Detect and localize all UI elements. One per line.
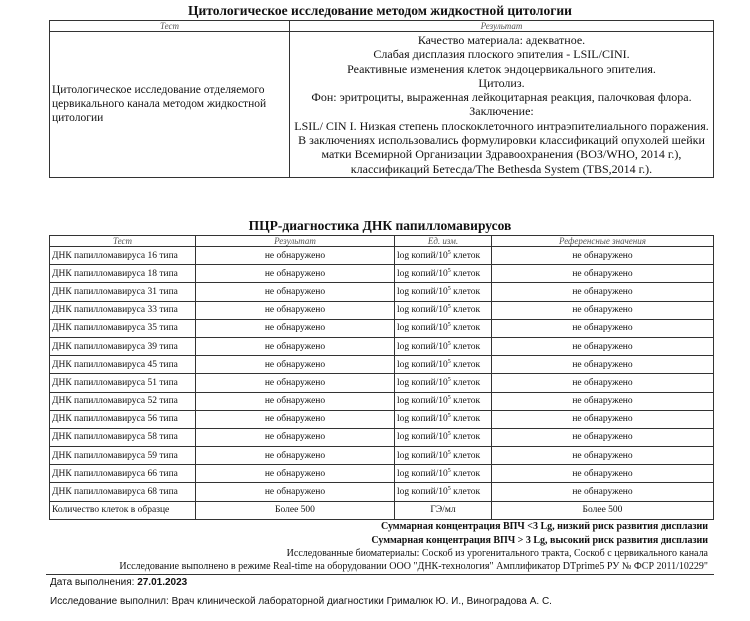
reference-cell: не обнаружено bbox=[492, 483, 714, 501]
unit-suffix: клеток bbox=[450, 286, 481, 297]
result-line: LSIL/ CIN I. Низкая степень плоскоклеточного интраэпителиального поражения. bbox=[294, 118, 709, 133]
result-cell: не обнаружено bbox=[196, 319, 395, 337]
reference-cell: не обнаружено bbox=[492, 283, 714, 301]
cytology-test-name: Цитологическое исследование отделяемого цервикального канала методом жидкостной цитологии bbox=[50, 32, 290, 178]
unit-prefix: log копий/10 bbox=[397, 414, 448, 425]
cytology-data-row bbox=[50, 32, 714, 178]
pcr-title: ПЦР-диагностика ДНК папилломавирусов bbox=[248, 218, 512, 233]
divider bbox=[46, 574, 714, 575]
unit-cell bbox=[395, 374, 492, 392]
col-header-result: Результат bbox=[290, 21, 714, 32]
col-header-unit: Ед. изм. bbox=[395, 236, 492, 247]
unit-exponent: 5 bbox=[447, 304, 451, 310]
reference-cell: не обнаружено bbox=[492, 465, 714, 483]
test-cell: ДНК папилломавируса 66 типа bbox=[50, 465, 196, 483]
cytology-table bbox=[49, 20, 714, 178]
result-cell: не обнаружено bbox=[196, 410, 395, 428]
result-line: В заключениях использовались формулировки классификаций опухолей шейки матки Всемирной Организации Здравоохранения (ВОЗ/WHO, 2014 г.), классификаций Бетесда/The Bethesda System (TBS,2014 г.). bbox=[298, 133, 705, 176]
unit-prefix: log копий/10 bbox=[397, 323, 448, 334]
col-header-result: Результат bbox=[196, 236, 395, 247]
unit-cell bbox=[395, 283, 492, 301]
unit-exponent: 5 bbox=[447, 376, 451, 383]
cytology-title: Цитологическое исследование методом жидкостной цитологии bbox=[188, 3, 572, 18]
performed-by: Исследование выполнил: Врач клинической лабораторной диагностики Грималюк Ю. И., Виноградова А. С. bbox=[50, 596, 552, 607]
test-cell: ДНК папилломавируса 56 типа bbox=[50, 410, 196, 428]
result-cell: не обнаружено bbox=[196, 483, 395, 501]
result-cell: не обнаружено bbox=[196, 301, 395, 319]
unit-suffix: клеток bbox=[450, 341, 481, 352]
unit-suffix: клеток bbox=[450, 305, 481, 316]
unit-exponent: 5 bbox=[447, 267, 451, 274]
reference-cell: Более 500 bbox=[492, 501, 714, 519]
table-row bbox=[50, 428, 714, 446]
table-row bbox=[50, 337, 714, 355]
reference-cell: не обнаружено bbox=[492, 356, 714, 374]
unit-suffix: клеток bbox=[450, 359, 481, 370]
result-line: Качество материала: адекватное. bbox=[417, 33, 586, 47]
col-header-test: Тест bbox=[50, 236, 196, 247]
unit-exponent: 5 bbox=[447, 431, 451, 438]
unit-suffix: клеток bbox=[450, 250, 481, 261]
reference-cell: не обнаружено bbox=[492, 319, 714, 337]
unit-exponent: 5 bbox=[447, 467, 451, 474]
unit-cell bbox=[395, 447, 492, 465]
test-cell: ДНК папилломавируса 68 типа bbox=[50, 483, 196, 501]
table-row bbox=[50, 356, 714, 374]
unit-prefix: log копий/10 bbox=[397, 268, 448, 279]
reference-cell: не обнаружено bbox=[492, 265, 714, 283]
unit-cell bbox=[395, 301, 492, 319]
table-row bbox=[50, 374, 714, 392]
unit-exponent: 5 bbox=[447, 285, 451, 292]
unit-prefix: log копий/10 bbox=[397, 286, 448, 297]
reference-cell: не обнаружено bbox=[492, 247, 714, 265]
test-cell: ДНК папилломавируса 39 типа bbox=[50, 337, 196, 355]
unit-exponent: 5 bbox=[447, 449, 451, 456]
unit-exponent: 5 bbox=[447, 485, 451, 492]
result-line: Цитолиз. bbox=[478, 75, 525, 90]
unit-prefix: log копий/10 bbox=[397, 396, 448, 407]
col-header-test: Тест bbox=[50, 21, 290, 32]
unit-prefix: log копий/10 bbox=[397, 487, 448, 498]
unit-prefix: log копий/10 bbox=[397, 250, 448, 261]
cytology-result bbox=[290, 32, 714, 178]
unit-cell bbox=[395, 465, 492, 483]
table-row bbox=[50, 410, 714, 428]
unit-suffix: клеток bbox=[450, 323, 481, 334]
unit-exponent: 5 bbox=[447, 358, 451, 365]
result-cell: не обнаружено bbox=[196, 428, 395, 446]
table-row bbox=[50, 483, 714, 501]
pcr-header-row bbox=[50, 236, 714, 247]
unit-suffix: клеток bbox=[450, 468, 481, 479]
test-cell: ДНК папилломавируса 16 типа bbox=[50, 247, 196, 265]
pcr-table bbox=[49, 235, 714, 520]
unit-prefix: log копий/10 bbox=[397, 377, 448, 388]
unit-cell bbox=[395, 356, 492, 374]
result-cell: не обнаружено bbox=[196, 247, 395, 265]
unit-prefix: log копий/10 bbox=[397, 432, 448, 443]
unit-prefix: log копий/10 bbox=[397, 305, 448, 316]
unit-prefix: log копий/10 bbox=[397, 341, 448, 352]
result-cell: не обнаружено bbox=[196, 447, 395, 465]
unit-suffix: клеток bbox=[450, 414, 481, 425]
result-cell: Более 500 bbox=[196, 501, 395, 519]
reference-cell: не обнаружено bbox=[492, 447, 714, 465]
low-risk-note: Суммарная концентрация ВПЧ <3 Lg, низкий риск развития дисплазии bbox=[380, 521, 708, 532]
unit-exponent: 5 bbox=[447, 413, 451, 420]
unit-suffix: клеток bbox=[450, 432, 481, 443]
date-line bbox=[50, 576, 187, 589]
test-cell: ДНК папилломавируса 58 типа bbox=[50, 428, 196, 446]
table-row bbox=[50, 301, 714, 319]
reference-cell: не обнаружено bbox=[492, 392, 714, 410]
equipment-note: Исследование выполнено в режиме Real-time на оборудовании ООО "ДНК-технология" Амплификатор DTprime5 РУ № ФСР 2011/10229" bbox=[119, 561, 708, 572]
test-cell: ДНК папилломавируса 59 типа bbox=[50, 447, 196, 465]
unit-cell bbox=[395, 265, 492, 283]
result-cell: не обнаружено bbox=[196, 265, 395, 283]
reference-cell: не обнаружено bbox=[492, 428, 714, 446]
test-cell: ДНК папилломавируса 52 типа bbox=[50, 392, 196, 410]
result-line: Заключение: bbox=[469, 104, 534, 119]
test-cell: ДНК папилломавируса 31 типа bbox=[50, 283, 196, 301]
result-cell: не обнаружено bbox=[196, 283, 395, 301]
biomaterials-note: Исследованные биоматериалы: Соскоб из урогенитального тракта, Соскоб с цервикального канала bbox=[286, 548, 708, 559]
unit-cell bbox=[395, 483, 492, 501]
table-row bbox=[50, 265, 714, 283]
result-cell: не обнаружено bbox=[196, 356, 395, 374]
table-row bbox=[50, 247, 714, 265]
unit-prefix: log копий/10 bbox=[397, 450, 448, 461]
test-cell: ДНК папилломавируса 45 типа bbox=[50, 356, 196, 374]
unit-cell bbox=[395, 410, 492, 428]
test-cell: ДНК папилломавируса 33 типа bbox=[50, 301, 196, 319]
cytology-header-row bbox=[50, 21, 714, 32]
date-value: 27.01.2023 bbox=[137, 577, 188, 588]
result-cell: не обнаружено bbox=[196, 465, 395, 483]
unit-exponent: 5 bbox=[447, 394, 451, 401]
unit-prefix: log копий/10 bbox=[397, 468, 448, 479]
unit-prefix: log копий/10 bbox=[397, 359, 448, 370]
table-row bbox=[50, 447, 714, 465]
unit-suffix: клеток bbox=[450, 268, 481, 279]
result-cell: не обнаружено bbox=[196, 392, 395, 410]
reference-cell: не обнаружено bbox=[492, 301, 714, 319]
high-risk-note: Суммарная концентрация ВПЧ > 3 Lg, высокий риск развития дисплазии bbox=[371, 535, 708, 546]
unit-suffix: клеток bbox=[450, 377, 481, 388]
test-cell: Количество клеток в образце bbox=[50, 501, 196, 519]
result-line: Слабая дисплазия плоского эпителия - LSIL/CINI. bbox=[373, 47, 630, 62]
test-cell: ДНК папилломавируса 18 типа bbox=[50, 265, 196, 283]
table-row bbox=[50, 465, 714, 483]
unit-cell: ГЭ/мл bbox=[395, 501, 492, 519]
unit-cell bbox=[395, 392, 492, 410]
result-cell: не обнаружено bbox=[196, 374, 395, 392]
result-line: Реактивные изменения клеток эндоцервикального эпителия. bbox=[347, 61, 656, 76]
col-header-reference: Референсные значения bbox=[492, 236, 714, 247]
unit-exponent: 5 bbox=[447, 249, 451, 256]
reference-cell: не обнаружено bbox=[492, 374, 714, 392]
reference-cell: не обнаружено bbox=[492, 410, 714, 428]
table-row bbox=[50, 392, 714, 410]
unit-cell bbox=[395, 428, 492, 446]
table-row bbox=[50, 319, 714, 337]
table-row bbox=[50, 283, 714, 301]
date-label: Дата выполнения: bbox=[50, 577, 135, 588]
result-line: Фон: эритроциты, выраженная лейкоцитарная реакция, палочковая флора. bbox=[311, 90, 692, 105]
unit-suffix: клеток bbox=[450, 396, 481, 407]
pcr-table-body bbox=[50, 247, 714, 520]
test-cell: ДНК папилломавируса 51 типа bbox=[50, 374, 196, 392]
unit-cell bbox=[395, 337, 492, 355]
unit-exponent: 5 bbox=[447, 322, 451, 329]
unit-cell bbox=[395, 247, 492, 265]
result-cell: не обнаружено bbox=[196, 337, 395, 355]
unit-exponent: 5 bbox=[447, 340, 451, 347]
unit-suffix: клеток bbox=[450, 487, 481, 498]
unit-cell bbox=[395, 319, 492, 337]
unit-suffix: клеток bbox=[450, 450, 481, 461]
test-cell: ДНК папилломавируса 35 типа bbox=[50, 319, 196, 337]
cell-count-row bbox=[50, 501, 714, 519]
reference-cell: не обнаружено bbox=[492, 337, 714, 355]
